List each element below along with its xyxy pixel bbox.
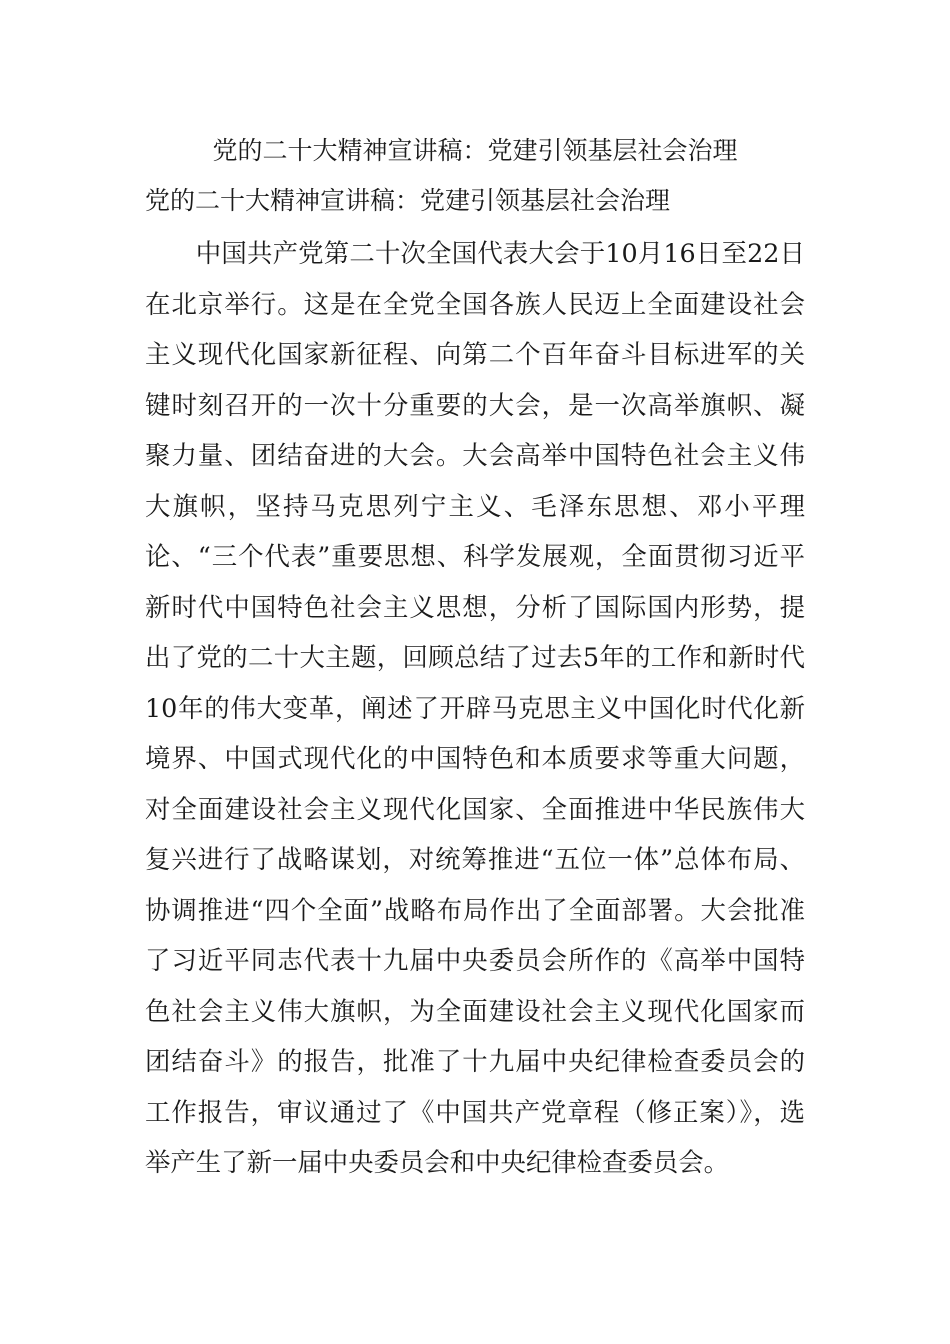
document-title: 党的二十大精神宣讲稿：党建引领基层社会治理	[212, 136, 738, 165]
document-subtitle: 党的二十大精神宣讲稿：党建引领基层社会治理	[145, 186, 671, 215]
body-paragraph: 中国共产党第二十次全国代表大会于10月16日至22日在北京举行。这是在全党全国各族人民迈上全面建设社会主义现代化国家新征程、向第二个百年奋斗目标进军的关键时刻召开的一次十分重要的大会，是一次高举旗帜、凝聚力量、团结奋进的大会。大会高举中国特色社会主义伟大旗帜，坚持马克思列宁主义、毛泽东思想、邓小平理论、“三个代表”重要思想、科学发展观，全面贯彻习近平新时代中国特色社会主义思想，分析了国际国内形势，提出了党的二十大主题，回顾总结了过去5年的工作和新时代10年的伟大变革，阐述了开辟马克思主义中国化时代化新境界、中国式现代化的中国特色和本质要求等重大问题，对全面建设社会主义现代化国家、全面推进中华民族伟大复兴进行了战略谋划，对统筹推进“五位一体”总体布局、协调推进“四个全面”战略布局作出了全面部署。大会批准了习近平同志代表十九届中央委员会所作的《高举中国特色社会主义伟大旗帜，为全面建设社会主义现代化国家而团结奋斗》的报告，批准了十九届中央纪律检查委员会的工作报告，审议通过了《中国共产党章程（修正案）》，选举产生了新一届中央委员会和中央纪律检查委员会。	[145, 238, 805, 1177]
